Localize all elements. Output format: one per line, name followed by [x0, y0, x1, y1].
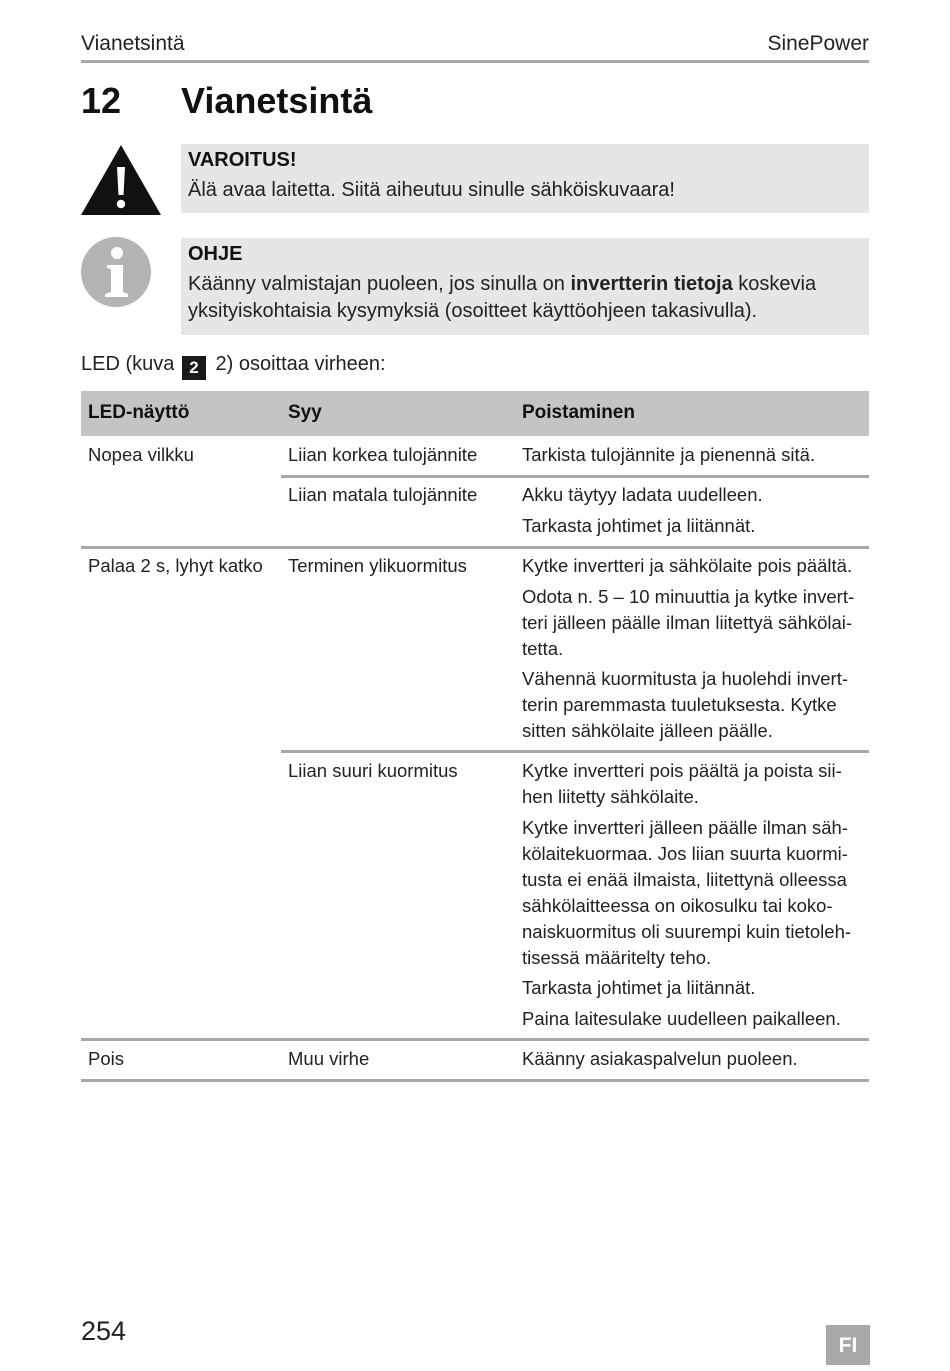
table-cell-led: Pois [88, 1048, 124, 1069]
led-intro-text: LED (kuva [81, 353, 180, 375]
table-cell-fix: Odota n. 5 – 10 minuuttia ja kytke invert- teri jälleen päälle ilman liitettyä sähkölai- tetta. [522, 586, 855, 659]
table-cell-fix: Tarkasta johtimet ja liitännät. [522, 515, 756, 536]
table-cell-cause: Liian suuri kuormitus [288, 760, 458, 781]
table-cell-fix: Tarkista tulojännite ja pienennä sitä. [522, 444, 816, 465]
led-intro-text: 2) osoittaa virheen: [209, 353, 386, 375]
row-divider [81, 1038, 869, 1041]
table-cell-fix: Vähennä kuormitusta ja huolehdi invert- terin paremmasta tuuletuksesta. Kytke sitten sähkölaite jälleen päälle. [522, 668, 848, 741]
note-line-2: yksityiskohtaisia kysymyksiä (osoitteet käyttöohjeen takasivulla). [188, 300, 758, 322]
header-section: Vianetsintä [81, 32, 185, 55]
warning-box [181, 144, 869, 213]
table-cell-led: Nopea vilkku [88, 444, 194, 465]
table-header-row [81, 391, 869, 436]
table-cell-fix: Kytke invertteri ja sähkölaite pois päältä. [522, 555, 853, 576]
chapter-number: 12 [81, 80, 122, 121]
row-divider [281, 475, 869, 478]
table-cell-cause: Terminen ylikuormitus [288, 555, 467, 576]
table-cell-led: Palaa 2 s, lyhyt katko [88, 555, 263, 576]
table-cell-fix: Kytke invertteri jälleen päälle ilman säh- kölaitekuormaa. Jos liian suurta kuormi- tusta ei enää ilmaista, liitettynä olleessa sähkölaitteessa on oikosulku tai koko- naiskuormitus oli suurempi kuin tietoleh- tisessä määritelty teho. [522, 817, 852, 968]
warning-title: VAROITUS! [188, 149, 297, 171]
warning-text: Älä avaa laitetta. Siitä aiheutuu sinulle sähköiskuvaara! [188, 179, 675, 201]
figure-reference-badge: 2 [182, 356, 206, 380]
chapter-heading [81, 76, 869, 126]
page-header [81, 30, 869, 63]
led-intro [81, 353, 386, 380]
table-cell-fix: Käänny asiakaspalvelun puoleen. [522, 1048, 798, 1069]
note-title: OHJE [188, 243, 243, 265]
row-divider [81, 546, 869, 549]
header-product: SinePower [767, 32, 869, 55]
note-text: Käänny valmistajan puoleen, jos sinulla on [188, 273, 571, 295]
header-fix: Poistaminen [522, 402, 635, 423]
note-text-bold: invertterin tietoja [570, 273, 733, 295]
table-cell-cause: Muu virhe [288, 1048, 370, 1069]
note-text: koskevia [732, 273, 817, 295]
note-box [181, 238, 869, 335]
troubleshooting-table [81, 391, 869, 1069]
table-cell-fix: Tarkasta johtimet ja liitännät. [522, 977, 756, 998]
note-line-1 [188, 271, 816, 298]
table-cell-fix: Akku täytyy ladata uudelleen. [522, 484, 763, 505]
language-badge: FI [826, 1325, 870, 1365]
header-cause: Syy [288, 402, 322, 423]
table-cell-fix: Paina laitesulake uudelleen paikalleen. [522, 1008, 841, 1029]
chapter-title: Vianetsintä [181, 80, 373, 121]
table-cell-cause: Liian matala tulojännite [288, 484, 478, 505]
page-number: 254 [81, 1316, 127, 1346]
warning-triangle-icon [80, 143, 162, 216]
table-cell-cause: Liian korkea tulojännite [288, 444, 478, 465]
row-divider [281, 750, 869, 753]
info-icon [80, 236, 152, 308]
table-cell-fix: Kytke invertteri pois päältä ja poista sii- hen liitetty sähkölaite. [522, 760, 842, 807]
table-bottom-rule [81, 1079, 869, 1082]
header-led: LED-näyttö [88, 402, 190, 423]
